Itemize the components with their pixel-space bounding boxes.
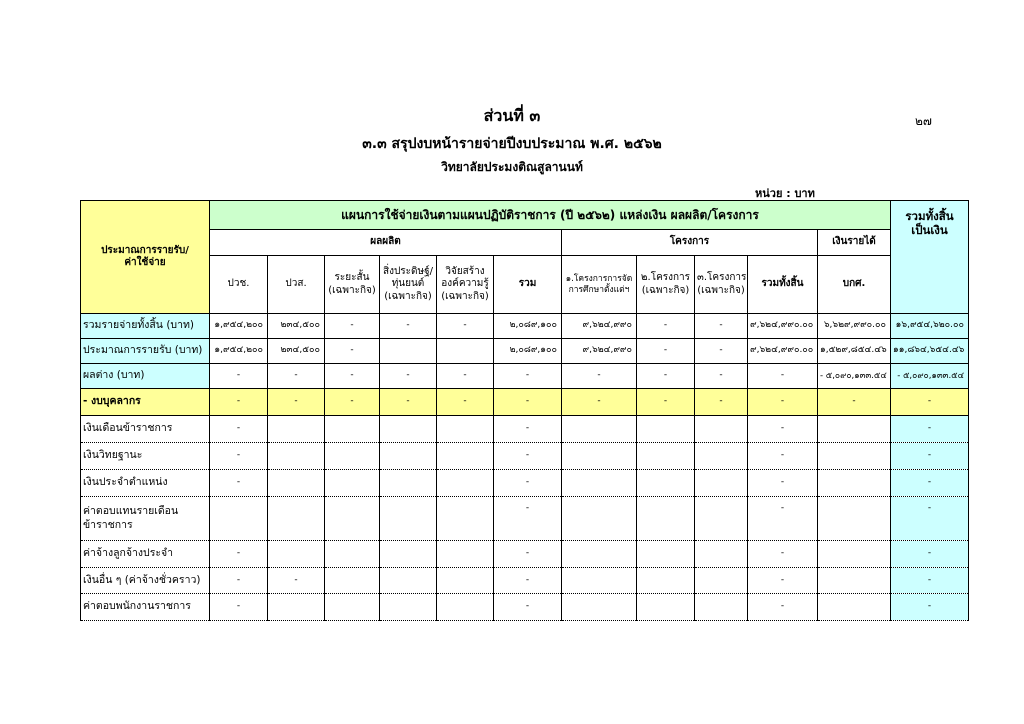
table-cell <box>210 497 268 541</box>
table-cell: ๑๖,๙๕๔,๖๒๐.๐๐ <box>891 314 969 339</box>
table-row <box>81 416 969 443</box>
table-cell: - <box>637 339 695 364</box>
table-cell: - <box>494 594 562 621</box>
plan-header: แผนการใช้จ่ายเงินตามแผนปฏิบัติราชการ (ปี ๒๕๖๒) แหล่งเงิน ผลผลิต/โครงการ <box>210 201 891 230</box>
grand-total-header <box>891 201 969 314</box>
row-label: ประมาณการรายรับ (บาท) <box>81 339 210 364</box>
table-cell: ๑,๙๕๔,๒๐๐ <box>210 339 268 364</box>
table-cell: - <box>891 541 969 568</box>
table-cell: ๒,๐๘๙,๑๐๐ <box>494 314 562 339</box>
table-cell: - <box>891 389 969 416</box>
table-row <box>81 594 969 621</box>
table-cell: ๙,๖๒๔,๙๙๐.๐๐ <box>748 314 818 339</box>
corner-label-line1: ประมาณการรายรับ/ <box>101 244 189 256</box>
table-cell: - <box>380 389 437 416</box>
col-sum: รวม <box>494 256 562 314</box>
table-cell <box>380 339 437 364</box>
col-bks: บกศ. <box>818 256 891 314</box>
table-cell: - <box>437 389 494 416</box>
table-cell: - <box>325 314 380 339</box>
table-cell: - <box>695 339 748 364</box>
table-cell: - <box>494 364 562 389</box>
table-row <box>81 389 969 416</box>
table-cell: - <box>494 389 562 416</box>
section-title: ส่วนที่ ๓ <box>483 106 541 125</box>
col-pvs: ปวส. <box>268 256 325 314</box>
table-cell: - <box>695 364 748 389</box>
projects-group-header: โครงการ <box>562 230 818 256</box>
table-cell <box>268 470 325 497</box>
row-label: เงินอื่น ๆ (ค่าจ้างชั่วคราว) <box>81 568 210 594</box>
table-cell: - <box>748 497 818 541</box>
page-number: ๒๗ <box>915 114 932 128</box>
col-pvc: ปวช. <box>210 256 268 314</box>
col-short-line2: (เฉพาะกิจ) <box>328 284 376 296</box>
table-cell: - <box>210 416 268 443</box>
table-cell: - <box>210 443 268 470</box>
table-cell: - <box>437 364 494 389</box>
row-label: รวมรายจ่ายทั้งสิ้น (บาท) <box>81 314 210 339</box>
table-cell: - <box>268 364 325 389</box>
row-label: - งบบุคลากร <box>81 389 210 416</box>
col-proj2-line2: (เฉพาะกิจ) <box>641 284 690 296</box>
table-row <box>81 470 969 497</box>
table-cell: - <box>695 314 748 339</box>
table-cell: - <box>637 364 695 389</box>
table-cell: - <box>494 470 562 497</box>
table-row <box>81 568 969 594</box>
table-cell: - <box>210 594 268 621</box>
table-cell: - <box>210 389 268 416</box>
table-cell: ๑,๕๒๙,๘๕๔.๔๖ <box>818 339 891 364</box>
table-cell: - <box>818 389 891 416</box>
col-project1 <box>562 256 637 314</box>
table-cell: - <box>494 416 562 443</box>
table-row <box>81 364 969 389</box>
table-cell: - <box>637 389 695 416</box>
table-cell: - <box>748 416 818 443</box>
table-cell: - <box>748 443 818 470</box>
table-cell: - <box>748 389 818 416</box>
col-proj3-line1: ๓.โครงการ <box>697 272 747 283</box>
table-cell: - <box>210 568 268 594</box>
row-label: ผลต่าง (บาท) <box>81 364 210 389</box>
table-cell: - <box>748 541 818 568</box>
table-cell: - <box>325 364 380 389</box>
col-proj2-line1: ๒.โครงการ <box>640 272 691 283</box>
col-invent-line1: สิ่งประดิษฐ์/ <box>382 265 434 277</box>
col-research-line2: องค์ความรู้ <box>441 278 489 290</box>
col-project3 <box>695 256 748 314</box>
table-cell: - <box>380 364 437 389</box>
col-invent-line3: (เฉพาะกิจ) <box>384 290 432 302</box>
table-cell: - <box>325 389 380 416</box>
row-label: เงินเดือนข้าราชการ <box>81 416 210 443</box>
table-cell: - <box>494 443 562 470</box>
table-cell: ๒๓๔,๕๐๐ <box>268 314 325 339</box>
table-cell: - <box>494 541 562 568</box>
table-cell: - ๕,๐๙๐,๑๓๓.๕๔ <box>818 364 891 389</box>
table-row <box>81 314 969 339</box>
col-invention <box>380 256 437 314</box>
col-invent-line2: ทุ่นยนต์ <box>391 278 425 290</box>
col-research-line3: (เฉพาะกิจ) <box>441 290 489 302</box>
corner-header <box>81 201 210 314</box>
table-cell: - <box>210 364 268 389</box>
row-label: ค่าตอบพนักงานราชการ <box>81 594 210 621</box>
budget-summary-table <box>80 200 969 621</box>
col-project2 <box>637 256 695 314</box>
table-cell: - <box>891 470 969 497</box>
row-label: ค่าจ้างลูกจ้างประจำ <box>81 541 210 568</box>
table-cell: - <box>494 568 562 594</box>
table-cell <box>437 339 494 364</box>
table-cell: - <box>891 443 969 470</box>
table-cell: ๒๓๔,๕๐๐ <box>268 339 325 364</box>
grand-total-line1: รวมทั้งสิ้น <box>905 209 954 223</box>
organization-name: วิทยาลัยประมงติณสูลานนท์ <box>441 160 583 174</box>
unit-label: หน่วย : บาท <box>755 187 815 200</box>
grand-total-line2: เป็นเงิน <box>911 223 948 238</box>
table-cell: - <box>748 594 818 621</box>
table-cell: - <box>748 470 818 497</box>
table-cell: ๑๑,๘๖๔,๖๕๔.๔๖ <box>891 339 969 364</box>
col-short-line1: ระยะสั้น <box>334 272 370 283</box>
table-cell <box>268 416 325 443</box>
table-cell: - <box>494 497 562 541</box>
row-label: เงินประจำตำแหน่ง <box>81 470 210 497</box>
table-cell: - <box>325 339 380 364</box>
table-cell: - <box>380 314 437 339</box>
col-proj3-line2: (เฉพาะกิจ) <box>697 284 745 296</box>
table-cell: - <box>891 594 969 621</box>
table-cell <box>268 443 325 470</box>
table-cell: ๙,๖๒๔,๙๙๐.๐๐ <box>748 339 818 364</box>
table-cell: - ๕,๐๙๐,๑๓๓.๕๔ <box>891 364 969 389</box>
table-cell: - <box>637 314 695 339</box>
report-title: ๓.๓ สรุปงบหน้ารายจ่ายปีงบประมาณ พ.ศ. ๒๕๖๒ <box>362 136 662 152</box>
table-cell: - <box>210 541 268 568</box>
corner-label-line2: ค่าใช้จ่าย <box>124 257 166 268</box>
table-cell: - <box>748 364 818 389</box>
table-cell <box>268 541 325 568</box>
outputs-group-header: ผลผลิต <box>210 230 562 256</box>
row-label: เงินวิทยฐานะ <box>81 443 210 470</box>
table-row <box>81 541 969 568</box>
col-short-course <box>325 256 380 314</box>
col-research-line1: วิจัยสร้าง <box>445 265 485 277</box>
table-cell: - <box>562 364 637 389</box>
col-research <box>437 256 494 314</box>
table-cell: ๖,๖๒๙,๙๙๐.๐๐ <box>818 314 891 339</box>
table-row <box>81 443 969 470</box>
table-row <box>81 497 969 541</box>
table-cell: ๙,๖๒๔,๙๙๐ <box>562 339 637 364</box>
table-cell: ๒,๐๘๙,๑๐๐ <box>494 339 562 364</box>
col-project-total: รวมทั้งสิ้น <box>748 256 818 314</box>
table-cell: - <box>268 389 325 416</box>
table-cell: - <box>437 314 494 339</box>
table-cell: - <box>210 470 268 497</box>
table-row <box>81 339 969 364</box>
table-cell: - <box>695 389 748 416</box>
table-cell: - <box>891 568 969 594</box>
table-cell: - <box>748 568 818 594</box>
income-group-header: เงินรายได้ <box>818 230 891 256</box>
table-cell: - <box>891 416 969 443</box>
table-cell: ๙,๖๒๔,๙๙๐ <box>562 314 637 339</box>
row-label: ค่าตอบแทนรายเดือนข้าราชการ <box>81 497 210 541</box>
table-cell: - <box>891 497 969 541</box>
table-cell <box>268 497 325 541</box>
table-cell: - <box>562 389 637 416</box>
table-cell: ๑,๙๕๔,๒๐๐ <box>210 314 268 339</box>
table-cell <box>268 594 325 621</box>
col-proj1-line1: ๑.โครงการการจัด <box>565 273 633 284</box>
col-proj1-line2: การศึกษาตั้งแต่ฯ <box>568 284 630 295</box>
table-cell: - <box>268 568 325 594</box>
